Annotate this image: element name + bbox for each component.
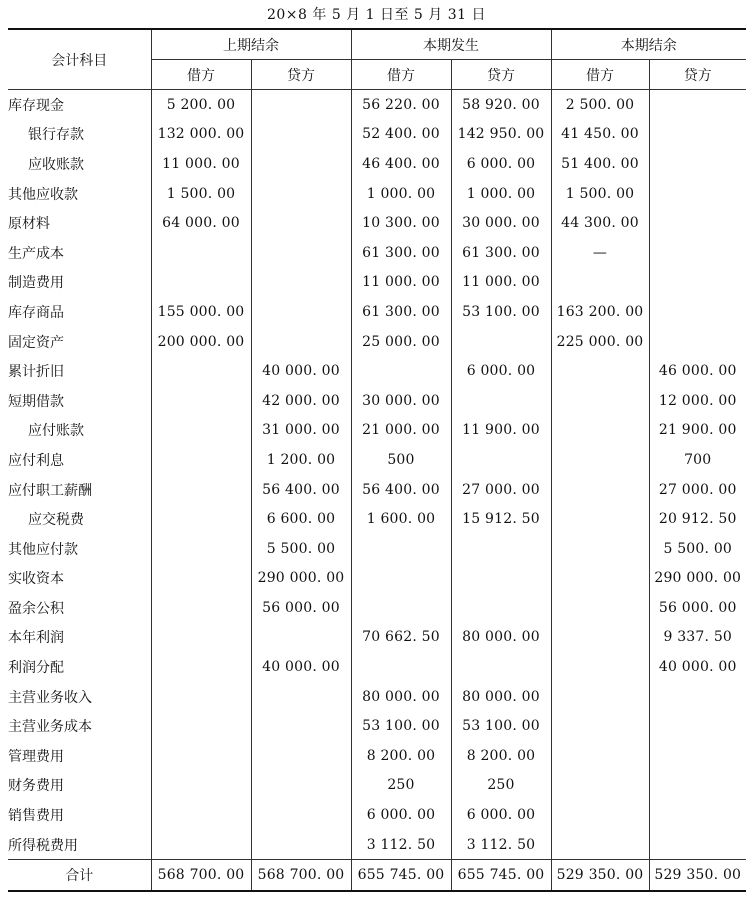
account-name-cell: 利润分配: [8, 652, 151, 682]
period-credit-cell: 61 300. 00: [451, 238, 551, 268]
closing-credit-cell: [649, 327, 746, 357]
closing-credit-cell: [649, 297, 746, 327]
account-column-header: 会计科目: [8, 29, 151, 90]
closing-debit-cell: [551, 445, 649, 475]
opening-credit-cell: [251, 327, 351, 357]
opening-debit-cell: [151, 593, 251, 623]
period-debit-cell: [351, 564, 451, 594]
period-debit-cell: 56 220. 00: [351, 90, 451, 120]
closing-debit-cell: [551, 800, 649, 830]
account-name-cell: 原材料: [8, 208, 151, 238]
account-name-cell: 库存现金: [8, 90, 151, 120]
table-row: [8, 90, 746, 120]
closing-debit-cell: 44 300. 00: [551, 208, 649, 238]
closing-debit-cell: 163 200. 00: [551, 297, 649, 327]
account-name-cell: 制造费用: [8, 268, 151, 298]
table-row: [8, 564, 746, 594]
opening-credit-cell: [251, 238, 351, 268]
closing-credit-cell: [649, 711, 746, 741]
period-debit-cell: 6 000. 00: [351, 800, 451, 830]
opening-credit-cell: [251, 120, 351, 150]
period-credit-cell: 11 000. 00: [451, 268, 551, 298]
opening-credit-cell: [251, 297, 351, 327]
period-debit-cell: 3 112. 50: [351, 830, 451, 860]
period-debit-cell: 500: [351, 445, 451, 475]
account-name-cell: 管理费用: [8, 741, 151, 771]
period-debit-cell: 61 300. 00: [351, 238, 451, 268]
account-name-cell: 本年利润: [8, 623, 151, 653]
closing-debit-cell: —: [551, 238, 649, 268]
period-credit-cell: 6 000. 00: [451, 800, 551, 830]
closing-credit-cell: [649, 682, 746, 712]
opening-debit-cell: [151, 445, 251, 475]
period-credit-cell: 250: [451, 771, 551, 801]
period-debit-cell: 10 300. 00: [351, 208, 451, 238]
closing-debit-cell: [551, 386, 649, 416]
opening-debit-cell: [151, 652, 251, 682]
account-name-cell: 应付账款: [8, 416, 151, 446]
table-row: [8, 238, 746, 268]
opening-debit-cell: [151, 475, 251, 505]
opening-debit-cell: [151, 504, 251, 534]
period-credit-cell: 1 000. 00: [451, 179, 551, 209]
table-row: [8, 149, 746, 179]
closing-credit-cell: [649, 268, 746, 298]
period-credit-cell: 15 912. 50: [451, 504, 551, 534]
period-credit-cell: [451, 386, 551, 416]
closing-credit-cell: 21 900. 00: [649, 416, 746, 446]
account-name-cell: 盈余公积: [8, 593, 151, 623]
opening-credit-cell: 6 600. 00: [251, 504, 351, 534]
total-closing-debit-cell: 529 350. 00: [551, 860, 649, 891]
closing-debit-cell: [551, 682, 649, 712]
header-row-groups: [8, 29, 746, 60]
opening-credit-cell: 42 000. 00: [251, 386, 351, 416]
period-debit-cell: 80 000. 00: [351, 682, 451, 712]
opening-credit-cell: [251, 268, 351, 298]
table-row: [8, 445, 746, 475]
period-credit-cell: 11 900. 00: [451, 416, 551, 446]
period-credit-cell: 30 000. 00: [451, 208, 551, 238]
account-name-cell: 应收账款: [8, 149, 151, 179]
debit-header: 借方: [151, 60, 251, 90]
period-debit-cell: 30 000. 00: [351, 386, 451, 416]
period-debit-cell: [351, 356, 451, 386]
closing-credit-cell: 12 000. 00: [649, 386, 746, 416]
closing-debit-cell: [551, 268, 649, 298]
total-period-debit-cell: 655 745. 00: [351, 860, 451, 891]
opening-credit-cell: [251, 741, 351, 771]
group-header-opening-balance: 上期结余: [151, 29, 351, 60]
opening-credit-cell: 5 500. 00: [251, 534, 351, 564]
table-row: [8, 741, 746, 771]
opening-debit-cell: [151, 741, 251, 771]
period-credit-cell: 6 000. 00: [451, 149, 551, 179]
period-credit-cell: 80 000. 00: [451, 682, 551, 712]
opening-credit-cell: 56 000. 00: [251, 593, 351, 623]
opening-debit-cell: [151, 564, 251, 594]
opening-debit-cell: 64 000. 00: [151, 208, 251, 238]
period-credit-cell: 3 112. 50: [451, 830, 551, 860]
period-debit-cell: 52 400. 00: [351, 120, 451, 150]
opening-credit-cell: 1 200. 00: [251, 445, 351, 475]
opening-credit-cell: [251, 800, 351, 830]
closing-debit-cell: 41 450. 00: [551, 120, 649, 150]
closing-credit-cell: [649, 741, 746, 771]
opening-credit-cell: 31 000. 00: [251, 416, 351, 446]
total-opening-credit-cell: 568 700. 00: [251, 860, 351, 891]
group-header-period-activity: 本期发生: [351, 29, 551, 60]
period-credit-cell: 6 000. 00: [451, 356, 551, 386]
opening-debit-cell: 132 000. 00: [151, 120, 251, 150]
opening-debit-cell: [151, 386, 251, 416]
closing-debit-cell: [551, 593, 649, 623]
closing-debit-cell: [551, 741, 649, 771]
table-row: [8, 268, 746, 298]
table-row: [8, 179, 746, 209]
opening-credit-cell: 40 000. 00: [251, 356, 351, 386]
period-credit-cell: [451, 534, 551, 564]
account-name-cell: 应付职工薪酬: [8, 475, 151, 505]
credit-header: 贷方: [251, 60, 351, 90]
opening-credit-cell: [251, 623, 351, 653]
period-debit-cell: 21 000. 00: [351, 416, 451, 446]
table-row: [8, 652, 746, 682]
account-name-cell: 银行存款: [8, 120, 151, 150]
opening-debit-cell: [151, 830, 251, 860]
opening-debit-cell: [151, 711, 251, 741]
period-debit-cell: 56 400. 00: [351, 475, 451, 505]
closing-debit-cell: [551, 623, 649, 653]
period-debit-cell: [351, 652, 451, 682]
period-debit-cell: 8 200. 00: [351, 741, 451, 771]
group-header-closing-balance: 本期结余: [551, 29, 746, 60]
total-row: [8, 860, 746, 891]
total-period-credit-cell: 655 745. 00: [451, 860, 551, 891]
closing-debit-cell: [551, 534, 649, 564]
period-debit-cell: 11 000. 00: [351, 268, 451, 298]
table-row: [8, 475, 746, 505]
debit-header: 借方: [351, 60, 451, 90]
account-name-cell: 短期借款: [8, 386, 151, 416]
closing-credit-cell: 20 912. 50: [649, 504, 746, 534]
period-credit-cell: 27 000. 00: [451, 475, 551, 505]
account-name-cell: 库存商品: [8, 297, 151, 327]
period-debit-cell: 53 100. 00: [351, 711, 451, 741]
opening-debit-cell: [151, 238, 251, 268]
opening-debit-cell: [151, 771, 251, 801]
closing-debit-cell: [551, 652, 649, 682]
opening-debit-cell: 155 000. 00: [151, 297, 251, 327]
opening-credit-cell: [251, 149, 351, 179]
closing-credit-cell: [649, 800, 746, 830]
credit-header: 贷方: [451, 60, 551, 90]
table-row: [8, 711, 746, 741]
period-debit-cell: 61 300. 00: [351, 297, 451, 327]
opening-credit-cell: [251, 90, 351, 120]
opening-credit-cell: [251, 682, 351, 712]
opening-debit-cell: 5 200. 00: [151, 90, 251, 120]
opening-debit-cell: 200 000. 00: [151, 327, 251, 357]
closing-credit-cell: [649, 771, 746, 801]
closing-credit-cell: [649, 830, 746, 860]
total-closing-credit-cell: 529 350. 00: [649, 860, 746, 891]
period-debit-cell: 46 400. 00: [351, 149, 451, 179]
period-debit-cell: 70 662. 50: [351, 623, 451, 653]
period-credit-cell: 8 200. 00: [451, 741, 551, 771]
period-debit-cell: 25 000. 00: [351, 327, 451, 357]
account-name-cell: 财务费用: [8, 771, 151, 801]
period-debit-cell: [351, 593, 451, 623]
debit-header: 借方: [551, 60, 649, 90]
account-name-cell: 应交税费: [8, 504, 151, 534]
period-credit-cell: [451, 593, 551, 623]
account-name-cell: 应付利息: [8, 445, 151, 475]
opening-debit-cell: 11 000. 00: [151, 149, 251, 179]
account-name-cell: 生产成本: [8, 238, 151, 268]
period-debit-cell: [351, 534, 451, 564]
opening-credit-cell: 40 000. 00: [251, 652, 351, 682]
account-name-cell: 销售费用: [8, 800, 151, 830]
table-row: [8, 208, 746, 238]
closing-debit-cell: [551, 564, 649, 594]
closing-credit-cell: 700: [649, 445, 746, 475]
total-opening-debit-cell: 568 700. 00: [151, 860, 251, 891]
period-credit-cell: [451, 327, 551, 357]
period-debit-cell: 1 600. 00: [351, 504, 451, 534]
period-credit-cell: 53 100. 00: [451, 711, 551, 741]
opening-debit-cell: [151, 356, 251, 386]
account-name-cell: 其他应付款: [8, 534, 151, 564]
period-credit-cell: 142 950. 00: [451, 120, 551, 150]
closing-credit-cell: [649, 90, 746, 120]
opening-debit-cell: [151, 534, 251, 564]
table-row: [8, 120, 746, 150]
closing-credit-cell: [649, 179, 746, 209]
opening-debit-cell: [151, 416, 251, 446]
closing-debit-cell: [551, 771, 649, 801]
table-row: [8, 356, 746, 386]
account-name-cell: 所得税费用: [8, 830, 151, 860]
closing-credit-cell: 46 000. 00: [649, 356, 746, 386]
opening-debit-cell: [151, 623, 251, 653]
opening-credit-cell: [251, 208, 351, 238]
opening-credit-cell: [251, 179, 351, 209]
opening-debit-cell: [151, 682, 251, 712]
table-row: [8, 623, 746, 653]
closing-credit-cell: 56 000. 00: [649, 593, 746, 623]
credit-header: 贷方: [649, 60, 746, 90]
table-caption: 20×8 年 5 月 1 日至 5 月 31 日: [266, 7, 487, 23]
period-credit-cell: [451, 445, 551, 475]
account-name-cell: 累计折旧: [8, 356, 151, 386]
closing-debit-cell: 51 400. 00: [551, 149, 649, 179]
opening-credit-cell: 56 400. 00: [251, 475, 351, 505]
opening-debit-cell: 1 500. 00: [151, 179, 251, 209]
period-credit-cell: [451, 564, 551, 594]
closing-credit-cell: 290 000. 00: [649, 564, 746, 594]
closing-credit-cell: [649, 208, 746, 238]
table-row: [8, 297, 746, 327]
closing-debit-cell: [551, 830, 649, 860]
total-label-cell: 合计: [8, 860, 151, 891]
closing-debit-cell: [551, 711, 649, 741]
closing-credit-cell: [649, 238, 746, 268]
table-row: [8, 416, 746, 446]
table-row: [8, 534, 746, 564]
closing-debit-cell: [551, 416, 649, 446]
account-name-cell: 实收资本: [8, 564, 151, 594]
closing-credit-cell: 40 000. 00: [649, 652, 746, 682]
closing-debit-cell: 1 500. 00: [551, 179, 649, 209]
period-debit-cell: 1 000. 00: [351, 179, 451, 209]
opening-credit-cell: [251, 771, 351, 801]
closing-debit-cell: [551, 356, 649, 386]
closing-debit-cell: 2 500. 00: [551, 90, 649, 120]
trial-balance-table: [8, 28, 746, 892]
account-name-cell: 主营业务成本: [8, 711, 151, 741]
closing-credit-cell: 27 000. 00: [649, 475, 746, 505]
closing-debit-cell: [551, 504, 649, 534]
opening-debit-cell: [151, 268, 251, 298]
account-name-cell: 固定资产: [8, 327, 151, 357]
closing-credit-cell: [649, 120, 746, 150]
opening-credit-cell: [251, 711, 351, 741]
table-row: [8, 593, 746, 623]
opening-credit-cell: 290 000. 00: [251, 564, 351, 594]
table-row: [8, 682, 746, 712]
table-row: [8, 327, 746, 357]
period-debit-cell: 250: [351, 771, 451, 801]
closing-credit-cell: [649, 149, 746, 179]
table-row: [8, 386, 746, 416]
account-name-cell: 主营业务收入: [8, 682, 151, 712]
opening-debit-cell: [151, 800, 251, 830]
period-credit-cell: [451, 652, 551, 682]
period-credit-cell: 53 100. 00: [451, 297, 551, 327]
closing-debit-cell: 225 000. 00: [551, 327, 649, 357]
account-name-cell: 其他应收款: [8, 179, 151, 209]
table-row: [8, 504, 746, 534]
closing-debit-cell: [551, 475, 649, 505]
period-credit-cell: 80 000. 00: [451, 623, 551, 653]
closing-credit-cell: 5 500. 00: [649, 534, 746, 564]
closing-credit-cell: 9 337. 50: [649, 623, 746, 653]
period-credit-cell: 58 920. 00: [451, 90, 551, 120]
table-row: [8, 830, 746, 860]
opening-credit-cell: [251, 830, 351, 860]
table-row: [8, 771, 746, 801]
table-row: [8, 800, 746, 830]
